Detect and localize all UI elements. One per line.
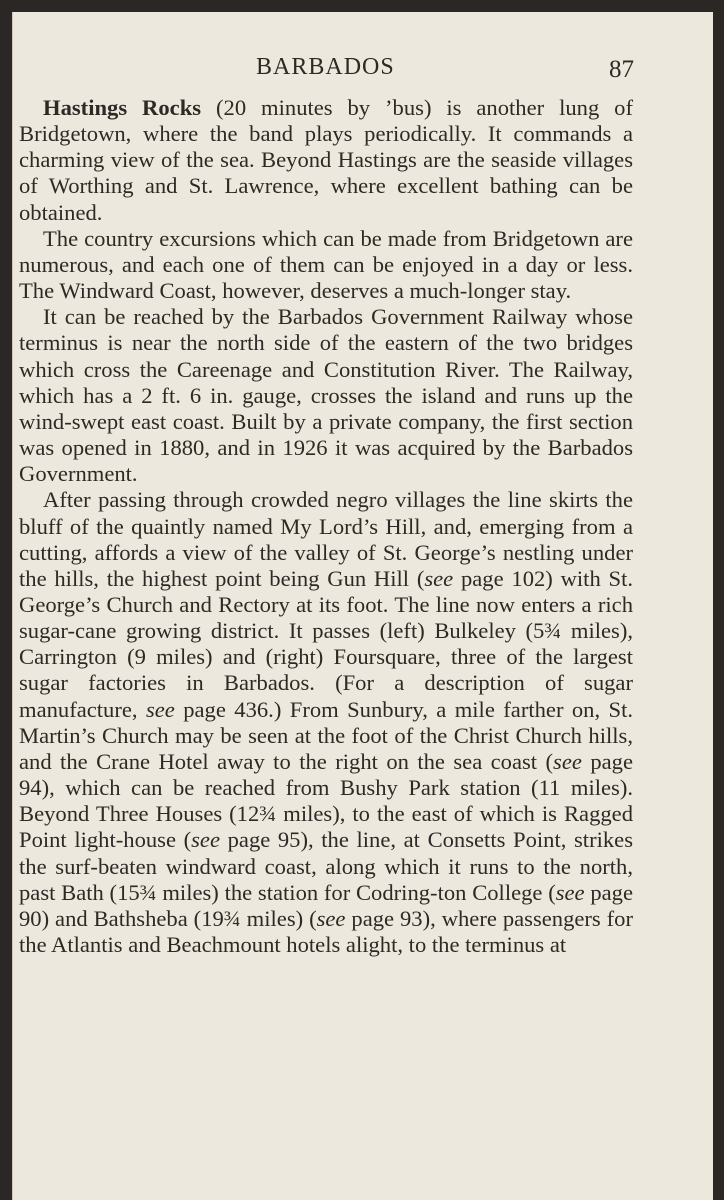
page-number: 87 <box>609 56 634 83</box>
page-header <box>13 54 713 90</box>
paragraph-text: After passing through crowded negro villages the line skirts the bluff of the quaintly named My Lord’s Hill, and, emerging from a cutting, affords a view of the valley of St. George’s nestling under the hills, the highest point being Gun Hill ( <box>19 487 633 591</box>
paragraph-text: page 102) with St. George’s Church and Rectory at its foot. The line now enters a rich sugar-cane growing district. It passes (left) Bulkeley (5¾ miles), Carrington (9 miles) and (right) Foursquare, three of the largest sugar factories in Barbados. (For a description of sugar manufacture, <box>19 565 633 722</box>
see-reference: see <box>316 905 346 931</box>
see-reference: see <box>553 748 582 774</box>
running-title: BARBADOS <box>256 54 395 80</box>
paragraph-route <box>19 487 633 958</box>
paragraph-hastings <box>19 95 633 226</box>
paragraph-text: page 90) and Bathsheba (19¾ miles) ( <box>19 879 633 931</box>
see-reference: see <box>191 827 220 853</box>
paragraph-text: page 95), the line, at Consetts Point, strikes the surf-beaten windward coast, along which it runs to the north, past Bath (15¾ miles) the station for Codring-ton College ( <box>19 827 633 905</box>
see-reference: see <box>424 565 454 591</box>
paragraph-text: page 93), where passengers for the Atlantis and Beachmount hotels alight, to the terminus at <box>19 905 633 957</box>
paragraph-text: page 94), which can be reached from Bushy Park station (11 miles). Beyond Three Houses (12¾ miles), to the east of which is Ragged Point light-house ( <box>19 748 633 853</box>
paragraph-text: (20 minutes by ’bus) is another lung of Bridgetown, where the band plays periodically. It commands a charming view of the sea. Beyond Hastings are the seaside villages of Worthing and St. Lawrence, where excellent bathing can be obtained. <box>19 95 633 225</box>
paragraph-text: page 436.) From Sunbury, a mile farther on, St. Martin’s Church may be seen at the foot of the Christ Church hills, and the Crane Hotel away to the right on the sea coast ( <box>19 696 634 774</box>
paragraph-text: It can be reached by the Barbados Government Railway whose terminus is near the north side of the eastern of the two bridges which cross the Careenage and Constitution River. The Railway, which has a 2 ft. 6 in. gauge, crosses the island and runs up the wind-swept east coast. Built by a private company, the first section was opened in 1880, and in 1926 it was acquired by the Barbados Government. <box>19 304 633 487</box>
lead-term: Hastings Rocks <box>43 95 202 120</box>
paragraph-excursions <box>19 226 633 304</box>
book-page <box>12 12 713 1200</box>
see-reference: see <box>555 879 585 905</box>
paragraph-railway <box>19 304 633 487</box>
paragraph-text: The country excursions which can be made from Bridgetown are numerous, and each one of them can be enjoyed in a day or less. The Windward Coast, however, deserves a much-longer stay. <box>19 225 633 304</box>
body-text <box>19 95 633 958</box>
see-reference: see <box>145 696 175 722</box>
